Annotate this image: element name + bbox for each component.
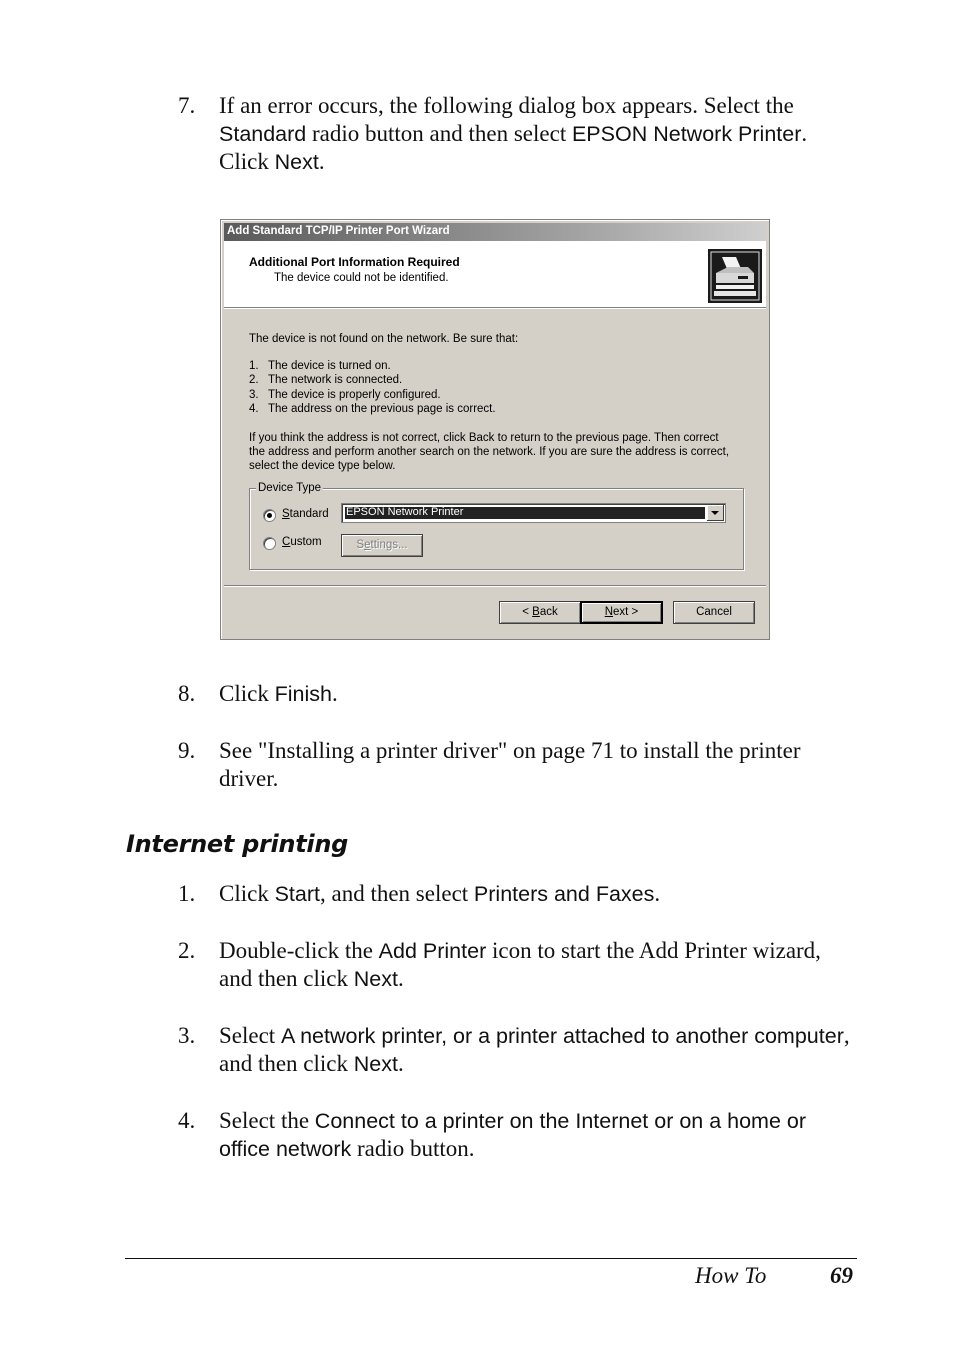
device-type-label: Device Type — [258, 482, 322, 494]
chevron-down-icon[interactable] — [707, 505, 724, 521]
step-text-run: Select — [219, 1023, 281, 1048]
step-text-run: If an error occurs, the following dialog box appears. Select the — [219, 93, 794, 118]
step-number: 3. — [178, 1023, 196, 1048]
step-text-run: . — [397, 966, 404, 991]
step-number: 7. — [178, 93, 196, 118]
ui-term: Finish — [274, 682, 332, 706]
tcpip-port-wizard-dialog: Add Standard TCP/IP Printer Port Wizard Additional Port Information Required The device could not be identified. The device is not found on the network. Be sure that: 1. The device is turned on. 2. The network is connected. 3. The device is properly configured. 4. The address on the previous page is correct. If you think the address is not correct, click Back to return to the previous page. Then correct the address and perform another search on the network. If you are sure the address is correct, select the device type below. Device Type Standard EPSON Network Printer Custom Settings... < Back Next > Cancel — [220, 219, 770, 640]
step-text-run: Click — [219, 881, 275, 906]
section-heading: Internet printing — [126, 830, 348, 858]
step-number: 4. — [178, 1108, 196, 1133]
header-divider — [224, 308, 766, 309]
step-text-run: , and then select — [320, 881, 474, 906]
settings-button[interactable]: Settings... — [341, 534, 423, 557]
instructions-line: the address and perform another search on the network. If you are sure the address is correct, — [249, 446, 730, 458]
step-text-run: . Click — [219, 121, 808, 174]
step-text-run: . — [654, 881, 661, 906]
step-text — [219, 937, 834, 993]
dialog-title: Add Standard TCP/IP Printer Port Wizard — [227, 225, 450, 237]
device-type-combobox[interactable] — [341, 503, 726, 523]
custom-radio[interactable] — [263, 537, 276, 550]
step-number: 1. — [178, 881, 196, 906]
step-text-run: Select the — [219, 1108, 315, 1133]
step-text — [219, 92, 859, 176]
step-text-run: icon to start the Add Printer wizard, and then click — [219, 938, 821, 991]
step-text — [219, 1107, 834, 1163]
next-button[interactable]: Next > — [580, 601, 663, 624]
ui-term: Printers and Faxes — [473, 882, 655, 906]
cancel-button[interactable]: Cancel — [673, 601, 755, 624]
wizard-header — [224, 241, 766, 308]
ui-term: Next — [353, 967, 398, 991]
ui-term: EPSON Network Printer — [571, 122, 802, 146]
step-text-run: . — [397, 1051, 404, 1076]
step-text-run: See "Installing a printer driver" on page 71 to install the printer driver. — [219, 738, 801, 791]
page-number: 69 — [830, 1263, 853, 1288]
instructions-line: If you think the address is not correct, click Back to return to the previous page. Then correct — [249, 432, 719, 444]
footer-divider — [224, 585, 766, 586]
ui-term: A network printer, or a printer attached to another computer — [280, 1024, 844, 1048]
step-text — [219, 1022, 859, 1078]
step-number: 2. — [178, 938, 196, 963]
footer-rule — [125, 1258, 857, 1259]
footer-section-title: How To — [695, 1263, 767, 1288]
intro-text: The device is not found on the network. Be sure that: — [249, 333, 519, 345]
standard-radio[interactable] — [263, 509, 276, 522]
instructions-line: select the device type below. — [249, 460, 396, 472]
radio-selected-dot — [267, 513, 272, 518]
device-type-group — [249, 488, 744, 570]
ui-term: Next — [353, 1052, 398, 1076]
step-text — [219, 880, 859, 908]
printer-port-icon — [708, 249, 762, 303]
step-text-run: Double-click the — [219, 938, 379, 963]
ui-term: Standard — [219, 122, 307, 146]
step-number: 9. — [178, 738, 196, 763]
step-text-run: Click — [219, 681, 275, 706]
combo-selection — [345, 507, 705, 519]
wizard-header-subtitle: The device could not be identified. — [274, 272, 449, 284]
step-text — [219, 680, 859, 708]
step-text-run: radio button. — [351, 1136, 475, 1161]
wizard-header-title: Additional Port Information Required — [249, 255, 460, 269]
ui-term: Start — [274, 882, 320, 906]
step-text — [219, 737, 819, 793]
custom-radio-label[interactable]: Custom — [282, 536, 322, 548]
back-button[interactable]: < Back — [499, 601, 581, 624]
step-text-run: , and then click — [219, 1023, 850, 1076]
standard-radio-label[interactable]: Standard — [282, 508, 329, 520]
step-number: 8. — [178, 681, 196, 706]
combo-value: EPSON Network Printer — [346, 506, 464, 518]
step-text-run: . — [331, 681, 338, 706]
dialog-titlebar — [224, 223, 766, 241]
ui-term: Next — [274, 150, 319, 174]
step-text-run: . — [318, 149, 325, 174]
ui-term: Add Printer — [378, 939, 487, 963]
ui-term: Connect to a printer on the Internet or on a home or office network — [219, 1109, 807, 1161]
step-text-run: radio button and then select — [306, 121, 572, 146]
